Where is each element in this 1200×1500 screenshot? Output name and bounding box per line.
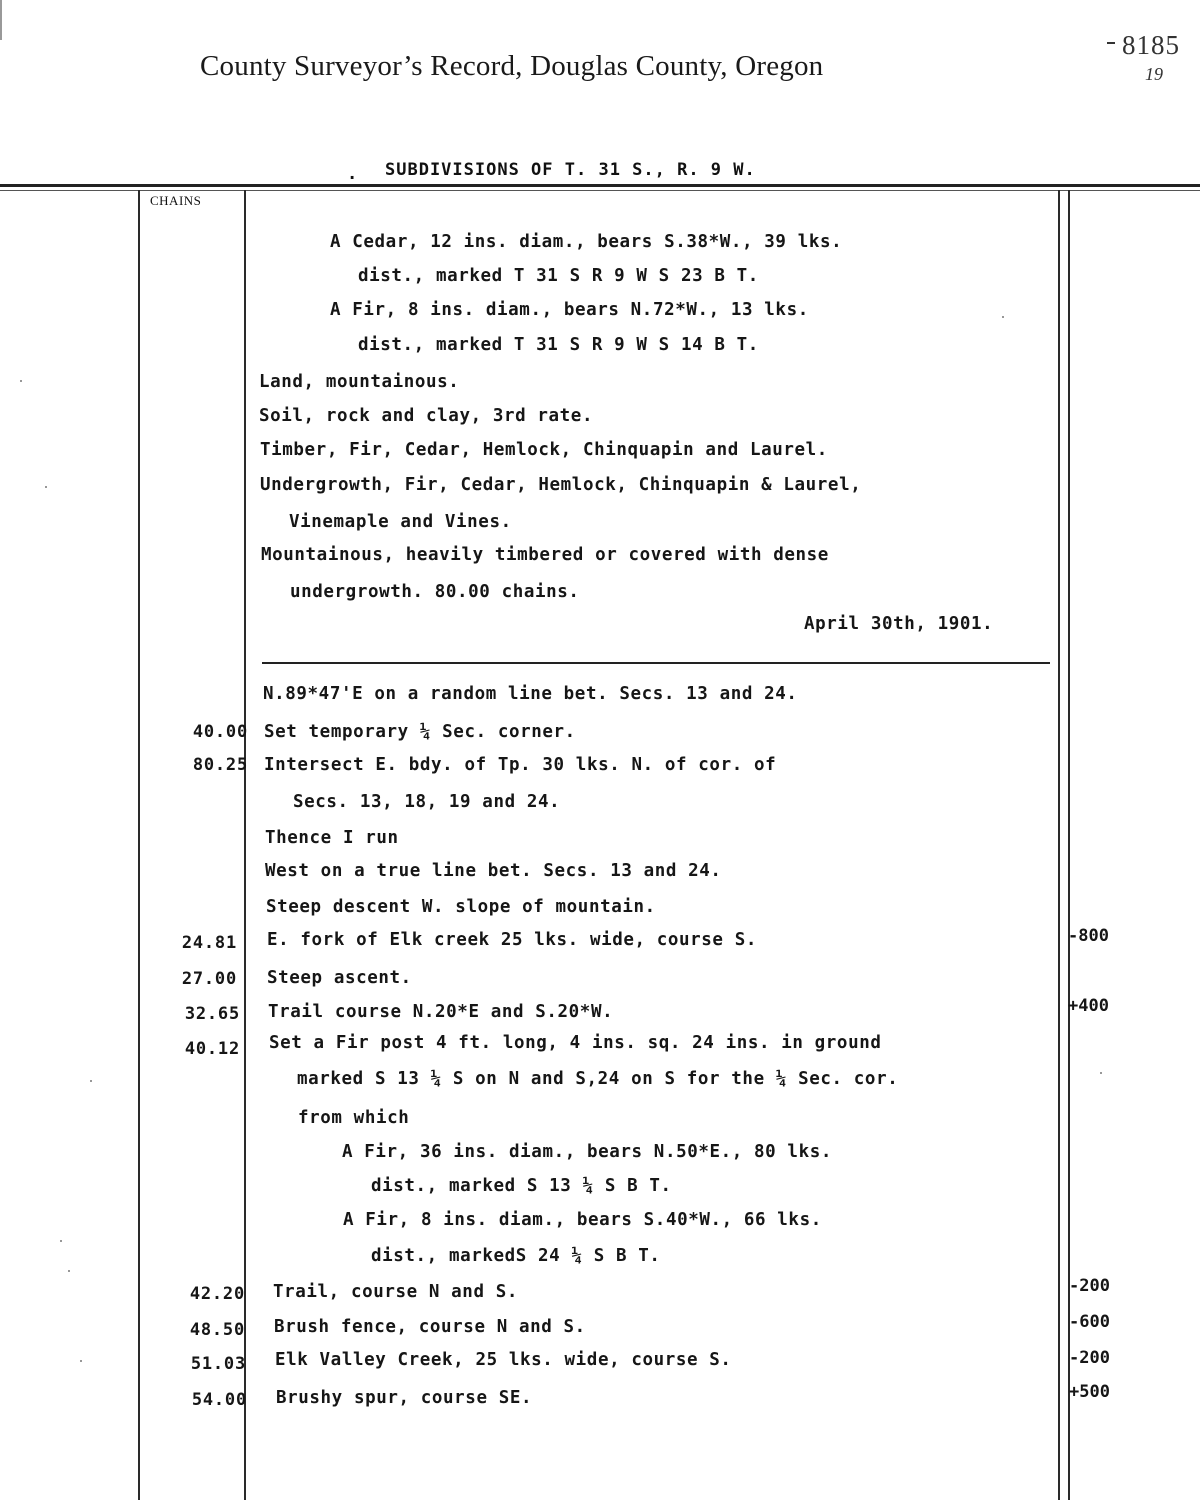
- entry-line: Thence I run: [265, 828, 399, 848]
- entry-line: Trail course N.20*E and S.20*W.: [268, 1002, 614, 1022]
- entry-line: undergrowth. 80.00 chains.: [290, 582, 580, 602]
- entry-line: Vinemaple and Vines.: [289, 512, 512, 532]
- left-margin-line: [138, 190, 140, 1500]
- page-sub-number: 19: [1145, 64, 1163, 84]
- scan-speck: [45, 486, 47, 488]
- right-margin-line: [1068, 190, 1070, 1500]
- page-number: 8185: [1122, 30, 1180, 60]
- title-dot: .: [347, 164, 358, 184]
- chain-value: 54.00: [191, 1390, 247, 1410]
- entry-line: from which: [298, 1108, 410, 1128]
- entry-line: Intersect E. bdy. of Tp. 30 lks. N. of cor. of: [264, 755, 777, 775]
- chains-column-label: CHAINS: [150, 193, 202, 208]
- entry-line: E. fork of Elk creek 25 lks. wide, course S.: [267, 930, 757, 950]
- elevation-value: +400: [1068, 996, 1109, 1016]
- elevation-value: -200: [1069, 1348, 1110, 1368]
- document-title: County Surveyor’s Record, Douglas County, Oregon: [200, 50, 824, 82]
- chain-value: 24.81: [181, 933, 237, 953]
- entry-line: Set a Fir post 4 ft. long, 4 ins. sq. 24 ins. in ground: [269, 1033, 882, 1053]
- scan-speck: [20, 380, 22, 382]
- entry-line: Timber, Fir, Cedar, Hemlock, Chinquapin and Laurel.: [260, 440, 828, 460]
- elevation-value: -800: [1068, 926, 1109, 946]
- entry-line: Land, mountainous.: [259, 372, 460, 392]
- scan-edge-left: [0, 0, 2, 40]
- chain-value: 40.12: [184, 1039, 240, 1059]
- section-title: SUBDIVISIONS OF T. 31 S., R. 9 W.: [385, 160, 756, 180]
- chain-value: 27.00: [181, 969, 237, 989]
- chain-value: 40.00: [192, 722, 248, 742]
- entry-line: Brush fence, course N and S.: [274, 1317, 586, 1337]
- scan-speck: [60, 1240, 62, 1242]
- chain-value: 48.50: [189, 1320, 245, 1340]
- entry-line: marked S 13 ¼ S on N and S,24 on S for the ¼ Sec. cor.: [297, 1069, 899, 1089]
- entry-date: April 30th, 1901.: [804, 614, 994, 634]
- entry-line: Undergrowth, Fir, Cedar, Hemlock, Chinquapin & Laurel,: [260, 475, 862, 495]
- page-number-dash: [1107, 42, 1115, 44]
- scan-speck: [80, 1360, 82, 1362]
- entry-line: dist., markedS 24 ¼ S B T.: [371, 1246, 661, 1266]
- scan-speck: [68, 1270, 70, 1272]
- entry-line: Steep descent W. slope of mountain.: [266, 897, 656, 917]
- scan-speck: [1100, 1072, 1102, 1074]
- entry-line: dist., marked T 31 S R 9 W S 14 B T.: [358, 335, 759, 355]
- right-column-divider: [1058, 190, 1060, 1500]
- chain-value: 51.03: [190, 1354, 246, 1374]
- entry-line: Set temporary ¼ Sec. corner.: [264, 722, 576, 742]
- elevation-value: +500: [1069, 1382, 1110, 1402]
- entry-line: dist., marked S 13 ¼ S B T.: [371, 1176, 672, 1196]
- entry-line: N.89*47'E on a random line bet. Secs. 13 and 24.: [263, 684, 798, 704]
- entry-line: Elk Valley Creek, 25 lks. wide, course S.: [275, 1350, 732, 1370]
- chain-value: 80.25: [192, 755, 248, 775]
- chain-value: 32.65: [184, 1004, 240, 1024]
- entry-line: Soil, rock and clay, 3rd rate.: [259, 406, 594, 426]
- scan-speck: [90, 1080, 92, 1082]
- elevation-value: -200: [1069, 1276, 1110, 1296]
- entry-line: Secs. 13, 18, 19 and 24.: [293, 792, 561, 812]
- scan-speck: [1002, 316, 1004, 318]
- chain-value: 42.20: [189, 1284, 245, 1304]
- entry-line: Brushy spur, course SE.: [276, 1388, 533, 1408]
- entry-line: A Cedar, 12 ins. diam., bears S.38*W., 39 lks.: [330, 232, 843, 252]
- entry-line: A Fir, 8 ins. diam., bears N.72*W., 13 lks.: [330, 300, 809, 320]
- entry-line: Mountainous, heavily timbered or covered with dense: [261, 545, 829, 565]
- entry-line: Steep ascent.: [267, 968, 412, 988]
- entry-line: A Fir, 36 ins. diam., bears N.50*E., 80 lks.: [342, 1142, 832, 1162]
- entry-line: Trail, course N and S.: [273, 1282, 518, 1302]
- header-rule: [0, 184, 1200, 187]
- entry-line: dist., marked T 31 S R 9 W S 23 B T.: [358, 266, 759, 286]
- header-rule-thin: [0, 190, 1200, 191]
- elevation-value: -600: [1069, 1312, 1110, 1332]
- entry-separator-line: [262, 662, 1050, 664]
- entry-line: West on a true line bet. Secs. 13 and 24.: [265, 861, 722, 881]
- entry-line: A Fir, 8 ins. diam., bears S.40*W., 66 lks.: [343, 1210, 822, 1230]
